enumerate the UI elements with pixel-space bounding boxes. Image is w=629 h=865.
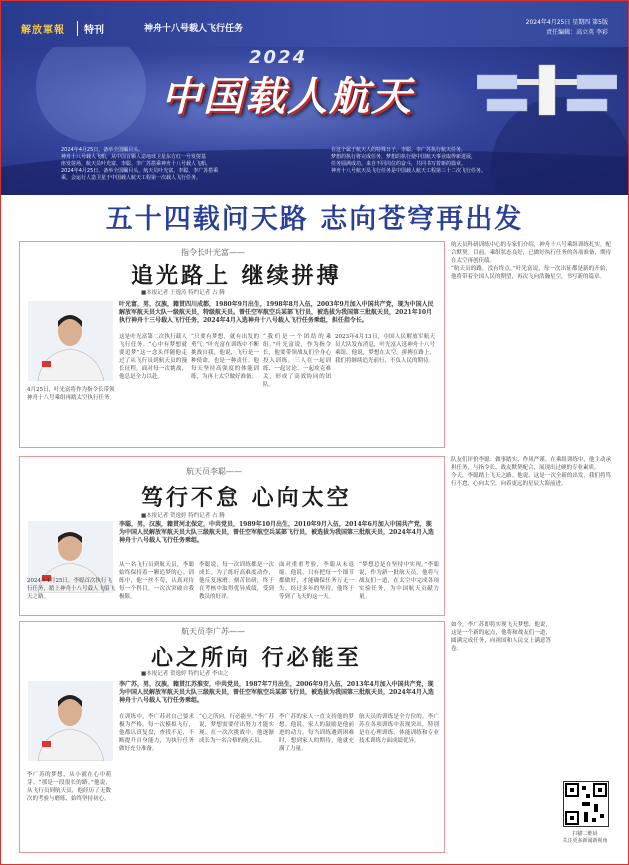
article3-kicker: 航天员李广苏—— [181,627,245,636]
banner-year: 2024 [249,47,308,68]
article3-column: 航天员的训练是全方位的。李广苏在各项训练中表现突出，特别是在心理训练、体能训练和专业技术训练方面成绩优异。 [359,714,439,744]
masthead [1,1,628,47]
article3-column: “心之所向，行必能至。”李广苏说，梦想需要付出努力才能实现。在一次次挑战中，他逐渐成长为一名合格的航天员。 [199,714,274,744]
article1-title: 追光路上 继续拼搏 [131,263,342,289]
article2-abstract: 李聪，男，汉族，籍贯河北保定，中共党员，1989年10月出生，2010年9月入伍，2014年6月加入中国共产党，现为中国人民解放军航天员大队三级航天员，曾任空军航空兵某部飞行员，被选拔为我国第三批航天员，2024年4月入选神舟十八号载人飞行任务乘组。 [119,521,434,544]
dateline: 2024年4月25日 星期四 第5版 [525,19,608,26]
page-headline: 五十四载问天路 志向苍穹再出发 [105,204,524,235]
article3-abstract: 李广苏，男，汉族，籍贯江苏淮安，中共党员，1987年7月出生，2006年9月入伍，2013年4月加入中国共产党，现为中国人民解放军航天员大队三级航天员，曾任空军航空兵某部飞行员，被选拔为我国第三批航天员，2024年4月入选神舟十八号载人飞行任务乘组。 [119,681,434,704]
article1-continuation-column: 航天员科研训练中心的专家们介绍，神舟十八号乘组训练扎实，配合默契。目前，乘组状态良好，已做好执行任务的各项准备，期待在太空再创佳绩。 “航天员的路，没有终点。”叶光富说，每一次出征都是新的开始，他将带着全国人民的期望，再次飞向浩瀚星空，书写新的篇章。 [451,242,611,280]
article2-caption: 2024年4月25日，李聪首次执行飞行任务，踏上神舟十八号载人飞船飞天之路。 [27,578,116,600]
astronaut-portrait-icon [28,681,113,761]
qr-code[interactable] [563,781,609,827]
article3-column: 在训练中，李广苏对自己要求极为严格。每一次模拟飞行，他都认真复盘，查找不足，不断提升自身能力，为执行任务做好充分准备。 [119,714,194,752]
article3-title: 心之所向 行必能至 [151,645,362,671]
article3-column: 李广苏的家人一直支持他的梦想。他说，家人的鼓励是他前进的动力。每当训练遇到困难时，想到家人的期待，他就充满了力量。 [279,714,354,752]
article1-caption: 4月25日，叶光富将作为指令长带领神舟十八号乘组再踏太空执行任务。 [27,387,116,401]
qr-caption: 扫描二维码 关注更多新闻新视角 [562,831,608,844]
edition-label: 特刊 [77,21,104,36]
editors-line: 责任编辑：高立英 李彩 [546,29,608,36]
astronaut-photo-ye-guangfu [28,301,113,381]
banner-title: 中国载人航天 [161,73,413,120]
article1-column: “只要有梦想，就有出发的勇气。”叶光富在训练中不断挑战自我，他说，飞行是一种使命，也是一种责任。他每天坚持高强度的体能训练，为再上太空做好准备。 [191,334,259,380]
article1-kicker: 指令长叶光富—— [181,248,245,257]
article3-column: 李广苏的梦想，从小就在心中萌芽。“那是一段很长的路。”他说，从飞行员到航天员，他经历了无数次的考验与磨练，始终坚持初心。 [27,772,111,802]
article2-byline: ■本报记者 贺逸婷 特约记者 占 腾 [141,513,225,519]
topic-label: 神舟十八号载人飞行任务 [144,24,244,34]
article2-column: 李聪说，每一次训练都是一次成长。为了练好高难度动作，他反复琢磨、刻苦钻研，终于在考核中取得优异成绩，受到教员的好评。 [199,562,274,600]
article1-column: “我们是一个团结的乘组。”叶光富说，作为指令长，他要带领战友们全身心投入训练。三人在一起训练、一起讨论、一起攻克难关，形成了高效协同的团队。 [263,334,331,388]
article2-title: 笃行不怠 心向太空 [141,485,352,511]
banner [1,47,628,195]
space-station-icon [477,55,617,125]
article2-kicker: 航天员李聪—— [186,467,242,476]
article1-abstract: 叶光富，男，汉族，籍贯四川成都，1980年9月出生，1998年8月入伍，2003年9月加入中国共产党，现为中国人民解放军航天员大队一级航天员，特级航天员。曾任空军航空兵某部飞行员，被选拔为我国第三批航天员，2021年10月执行神舟十三号载人飞行任务，2024年4月入选神舟十八号载人飞行任务乘组，担任指令长。 [119,301,434,324]
article3-byline: ■本报记者 贺逸婷 特约记者 李由之 [141,671,229,677]
newspaper-logo: 解放軍報 [21,25,65,36]
article2-column: 从一名飞行员到航天员，李聪始终保持着一颗追梦的心。训练中，他一丝不苟，认真对待每一个科目，一次次突破自我极限。 [119,562,194,600]
banner-left-text: 2024年4月25日，备举全国瞩目头。 神舟十八号载人飞船，从中国首颗人造地球卫星东方红一号发射基 座发射场，航天员叶光富、李聪、李广苏搭乘神舟十八号载人飞船， 2024年4月25日，备举全国瞩目头，航天员叶光富、李聪、李广苏搭乘 乘，会运行人造卫星于中国载人航天工程第一次载人飞行任务。 [61,147,219,181]
qr-code-icon [564,782,608,826]
article2-continuation-column: 队友们评价李聪：做事踏实、作风严谨。在乘组训练中，他主动承担任务，与指令长、战友默契配合，展现出过硬的专业素质。 今天，李聪踏上飞天之路。他说，这是一次全新的出发，我们将笃行不怠，心向太空，向着更远的星辰大海前进。 [451,457,611,487]
banner-right-text: 在这个属于航天人的特殊日子，李聪、李广苏执行航天任务， 梦想的执行将完成任务，梦想的执行使中国航天事业取得新进展， 任务圆满成功。来自不同岗位的奋斗，共同书写着新的篇章。 神舟十八号航天员飞行任务是中国载人航天工程第三十二次飞行任务。 [331,147,487,174]
article2-column: 面对重重考验，李聪从未退缩。他说，只有把每一个细节都做好，才能确保任务万无一失。经过多年的坚持，他终于等到了飞天的这一天。 [279,562,354,600]
article1-column: 这是叶光富第二次执行载人飞行任务。“心中有梦想就要追梦”这一念头伴随他走过了从飞行员到航天员的漫长征程。面对每一次挑战，他总是全力以赴。 [119,334,187,380]
astronaut-portrait-icon [28,301,113,381]
astronaut-photo-li-guangsu [28,681,113,761]
article2-column: “梦想总是在坚持中实现。”李聪说，作为新一批航天员，他将与战友们一道，在太空中完成各项实验任务，为中国航天贡献力量。 [359,562,439,600]
article3-continuation-column: 如今，李广苏即将实现飞天梦想。他说，这是一个新的起点，他将和战友们一道，圆满完成任务，向祖国和人民交上满意答卷。 [451,622,551,652]
article1-column: 2023年4月13日，中国人民解放军航天员大队发布消息，叶光富入选神舟十八号乘组。他说，梦想在太空，拼搏在路上，我们将继续追光前行，不负人民的期待。 [335,334,435,364]
article1-byline: ■本报记者 王逸涛 特约记者 占 腾 [141,290,225,296]
